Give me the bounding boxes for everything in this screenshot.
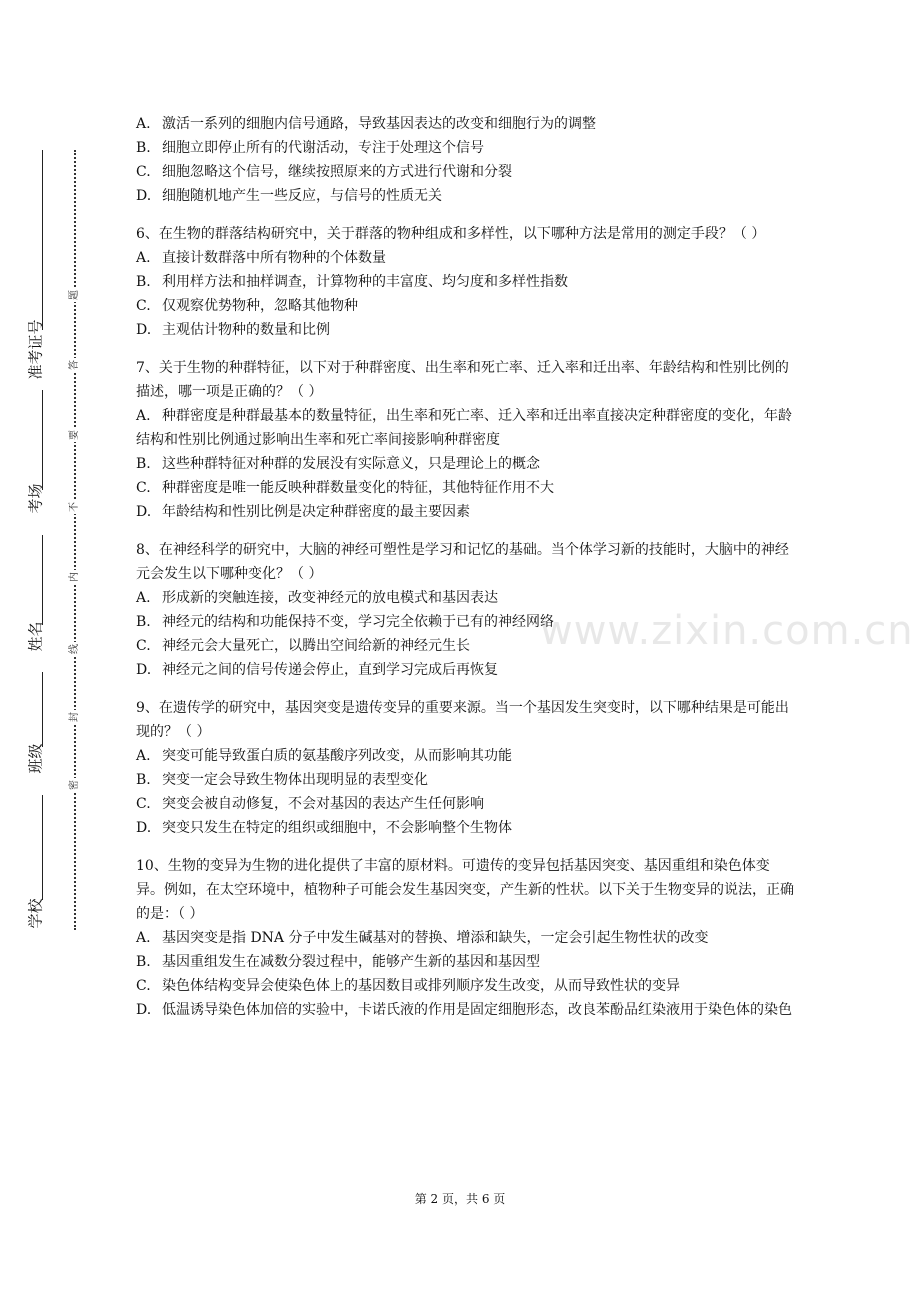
option: A. 基因突变是指 DNA 分子中发生碱基对的替换、增添和缺失，一定会引起生物性状的改变 <box>136 930 709 946</box>
page-footer: 第 2 页，共 6 页 <box>414 1192 506 1206</box>
binding-margin <box>12 150 92 940</box>
watermark: www.zixin.com.cn <box>540 608 914 654</box>
option: B. 利用样方法和抽样调查，计算物种的丰富度、均匀度和多样性指数 <box>136 274 568 290</box>
option: D. 年龄结构和性别比例是决定种群密度的最主要因素 <box>136 504 470 520</box>
name-field: 姓名 <box>26 621 45 652</box>
exam-id-underline <box>42 390 43 490</box>
option: B. 神经元的结构和功能保持不变，学习完全依赖于已有的神经网络 <box>136 614 554 630</box>
seal-char: 题 <box>69 290 80 300</box>
question-stem: 7、关于生物的种群特征，以下对于种群密度、出生率和死亡率、迁入率和迁出率、年龄结构和性别比例的描述，哪一项是正确的？（ ） <box>136 360 789 400</box>
option: A. 形成新的突触连接，改变神经元的放电模式和基因表达 <box>136 590 498 606</box>
seal-char: 线 <box>69 644 80 654</box>
question-6 <box>136 222 796 342</box>
question-stem: 6、在生物的群落结构研究中，关于群落的物种组成和多样性，以下哪种方法是常用的测定手段？（ ） <box>136 226 766 242</box>
option: A. 激活一系列的细胞内信号通路，导致基因表达的改变和细胞行为的调整 <box>136 116 596 132</box>
question-9 <box>136 696 796 840</box>
question-8 <box>136 538 796 682</box>
option: A. 突变可能导致蛋白质的氨基酸序列改变，从而影响其功能 <box>136 748 512 764</box>
option: C. 神经元会大量死亡，以腾出空间给新的神经元生长 <box>136 638 470 654</box>
exam-id-field: 准考证号 <box>26 319 45 380</box>
option: C. 突变会被自动修复，不会对基因的表达产生任何影响 <box>136 796 484 812</box>
option: D. 主观估计物种的数量和比例 <box>136 322 330 338</box>
question-stem: 9、在遗传学的研究中，基因突变是遗传变异的重要来源。当一个基因发生突变时，以下哪种结果是可能出现的？（ ） <box>136 700 789 740</box>
seal-char: 要 <box>69 430 80 440</box>
question-7 <box>136 356 796 524</box>
option: C. 种群密度是唯一能反映种群数量变化的特征，其他特征作用不大 <box>136 480 554 496</box>
option: D. 突变只发生在特定的组织或细胞中，不会影响整个生物体 <box>136 820 512 836</box>
seal-char: 封 <box>69 712 80 722</box>
question-stem: 8、在神经科学的研究中，大脑的神经可塑性是学习和记忆的基础。当个体学习新的技能时，大脑中的神经元会发生以下哪种变化？（ ） <box>136 542 789 582</box>
seal-char: 答 <box>69 360 80 370</box>
class-field: 班级 <box>26 743 45 774</box>
top-underline <box>42 150 43 330</box>
school-field: 学校 <box>26 898 45 929</box>
option: D. 神经元之间的信号传递会停止，直到学习完成后再恢复 <box>136 662 498 678</box>
option: D. 低温诱导染色体加倍的实验中，卡诺氏液的作用是固定细胞形态，改良苯酚品红染液用于染色体的染色 <box>136 1002 792 1018</box>
option: B. 细胞立即停止所有的代谢活动，专注于处理这个信号 <box>136 140 484 156</box>
option: A. 种群密度是种群最基本的数量特征，出生率和死亡率、迁入率和迁出率直接决定种群密度的变化，年龄结构和性别比例通过影响出生率和死亡率间接影响种群密度 <box>136 408 792 448</box>
question-stem: 10、生物的变异为生物的进化提供了丰富的原材料。可遗传的变异包括基因突变、基因重组和染色体变异。例如，在太空环境中，植物种子可能会发生基因突变，产生新的性状。以下关于生物变异的说法，正确的是：（ ） <box>136 858 794 922</box>
question-5-options <box>136 112 796 208</box>
exam-room-field: 考场 <box>26 483 45 514</box>
option: C. 细胞忽略这个信号，继续按照原来的方式进行代谢和分裂 <box>136 164 512 180</box>
exam-content <box>136 112 796 1036</box>
option: D. 细胞随机地产生一些反应，与信号的性质无关 <box>136 188 442 204</box>
question-10 <box>136 854 796 1022</box>
option: B. 基因重组发生在减数分裂过程中，能够产生新的基因和基因型 <box>136 954 540 970</box>
option: A. 直接计数群落中所有物种的个体数量 <box>136 250 386 266</box>
seal-char: 密 <box>69 780 80 790</box>
name-underline <box>42 672 43 747</box>
seal-dotted-line <box>74 150 76 930</box>
option: B. 这些种群特征对种群的发展没有实际意义，只是理论上的概念 <box>136 456 540 472</box>
seal-char: 不 <box>69 502 80 512</box>
option: C. 染色体结构变异会使染色体上的基因数目或排列顺序发生改变，从而导致性状的变异 <box>136 978 680 994</box>
option: B. 突变一定会导致生物体出现明显的表型变化 <box>136 772 428 788</box>
class-underline <box>42 795 43 900</box>
seal-char: 内 <box>69 572 80 582</box>
exam-room-underline <box>42 535 43 625</box>
option: C. 仅观察优势物种，忽略其他物种 <box>136 298 358 314</box>
